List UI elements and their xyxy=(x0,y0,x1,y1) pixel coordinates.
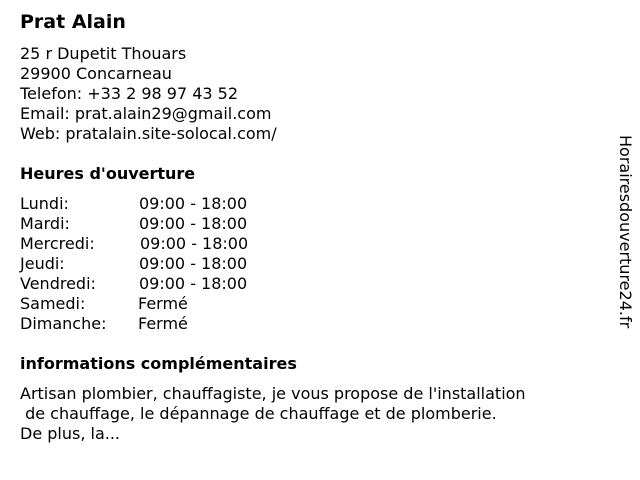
day-label: Jeudi: xyxy=(20,254,65,273)
day-hours: 09:00 - 18:00 xyxy=(139,194,248,213)
description-line-2: de chauffage, le dépannage de chauffage et de plomberie. xyxy=(20,404,497,423)
day-hours: 09:00 - 18:00 xyxy=(139,254,248,273)
description-line-3: De plus, la... xyxy=(20,424,121,443)
day-label: Mercredi: xyxy=(20,234,95,253)
day-hours: 09:00 - 18:00 xyxy=(139,274,248,293)
street-address: 25 r Dupetit Thouars xyxy=(20,44,187,63)
day-label: Lundi: xyxy=(20,194,69,213)
day-hours: 09:00 - 18:00 xyxy=(140,234,249,253)
day-label: Dimanche: xyxy=(20,314,107,333)
email-address: Email: prat.alain29@gmail.com xyxy=(20,104,272,123)
day-label: Vendredi: xyxy=(20,274,96,293)
additional-info-heading: informations complémentaires xyxy=(20,354,297,373)
website: Web: pratalain.site-solocal.com/ xyxy=(20,124,277,143)
day-label: Samedi: xyxy=(20,294,86,313)
day-label: Mardi: xyxy=(20,214,70,233)
day-hours: Fermé xyxy=(138,314,188,333)
day-hours: 09:00 - 18:00 xyxy=(139,214,248,233)
site-watermark: Horairesdouverture24.fr xyxy=(616,135,635,329)
description-line-1: Artisan plombier, chauffagiste, je vous propose de l'installation xyxy=(20,384,526,403)
opening-hours-heading: Heures d'ouverture xyxy=(20,164,196,183)
phone-number: Telefon: +33 2 98 97 43 52 xyxy=(20,84,239,103)
day-hours: Fermé xyxy=(138,294,188,313)
city: 29900 Concarneau xyxy=(20,64,172,83)
business-name: Prat Alain xyxy=(20,11,126,33)
